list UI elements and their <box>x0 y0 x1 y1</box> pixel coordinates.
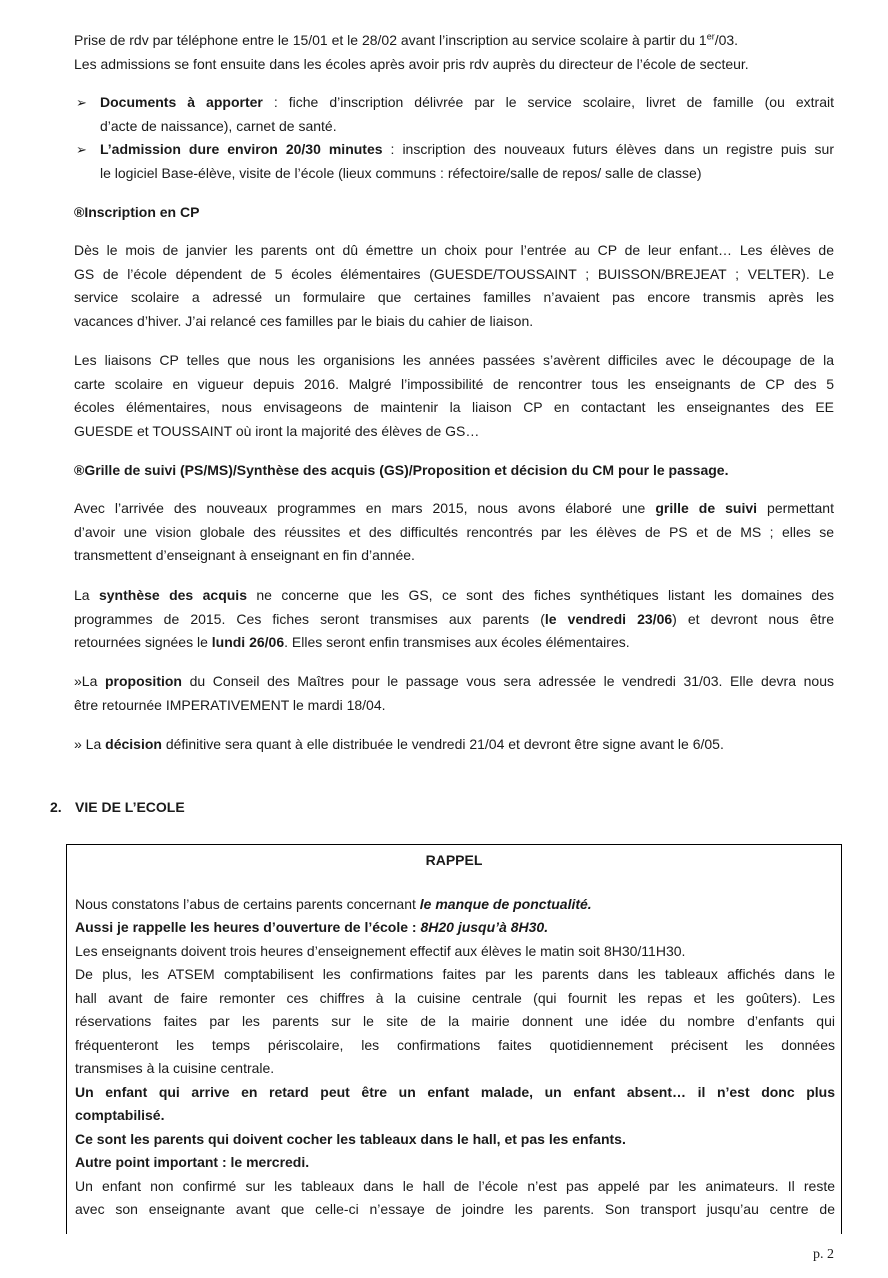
rappel-line: comptabilisé. <box>75 1107 165 1123</box>
rappel-line: hall avant de faire remonter ces chiffres à la cuisine centrale (qui fournit les repas et les goûters). Les <box>75 990 835 1006</box>
page-number: p. 2 <box>813 1247 834 1262</box>
rappel-line: Un enfant non confirmé sur les tableaux dans le hall de l’école n’est pas appelé par les animateurs. Il reste <box>75 1178 835 1194</box>
rappel-title: RAPPEL <box>425 852 483 868</box>
rappel-line: De plus, les ATSEM comptabilisent les confirmations faites par les parents dans les tableaux affichés dans le <box>75 966 835 982</box>
rappel-line: Ce sont les parents qui doivent cocher les tableaux dans le hall, et pas les enfants. <box>75 1131 626 1147</box>
rappel-line: transmises à la cuisine centrale. <box>75 1060 275 1076</box>
rappel-line: Nous constatons l’abus de certains parents concernant le manque de ponctualité. <box>75 896 592 912</box>
grille-paragraph-2: La synthèse des acquis ne concerne que les GS, ce sont des fiches synthétiques listant les domaines des programmes de 2015. Ces fiches seront transmises aux parents (le vendredi 23/06) et devront nous être retournées signées le lundi 26/06. Elles seront enfin transmises aux écoles élémentaires. <box>74 587 835 650</box>
rappel-line: Un enfant qui arrive en retard peut être un enfant malade, un enfant absent… il n’est donc plus <box>75 1084 835 1100</box>
rappel-line: Aussi je rappelle les heures d’ouverture de l’école : 8H20 jusqu’à 8H30. <box>75 919 549 935</box>
intro-paragraph <box>74 29 834 76</box>
bullet-admission: ➢ L’admission dure environ 20/30 minutes : inscription des nouveaux futurs élèves dans un registre puis sur le logiciel Base-élève, visite de l’école (lieux communs : réfectoire/salle de repos/ salle de classe) <box>74 138 834 185</box>
bullet-documents: ➢ Documents à apporter : fiche d’inscription délivrée par le service scolaire, livret de famille (ou extrait d’acte de naissance), carnet de santé. <box>74 91 834 138</box>
rappel-box <box>66 844 842 1234</box>
cp-paragraph-2: Les liaisons CP telles que nous les organisions les années passées s’avèrent difficiles avec le découpage de la carte scolaire en vigueur depuis 2016. Malgré l’impossibilité de rencontrer tous les enseignants de CP des 5 écoles élémentaires, nous envisageons de maintenir la liaison CP en contactant les enseignantes des EE GUESDE et TOUSSAINT où iront la majorité des élèves de GS… <box>74 352 834 439</box>
rappel-line: réservations faites par les parents sur le site de la mairie donnent une idée du nombre d’enfants qui <box>75 1013 835 1029</box>
grille-paragraph-1: Avec l’arrivée des nouveaux programmes en mars 2015, nous avons élaboré une grille de suivi permettant d’avoir une vision globale des réussites et des difficultés rencontrés par les élèves de PS et de MS ; elles se transmettent d’enseignant à enseignant en fin d’année. <box>74 500 834 563</box>
grille-paragraph-3: »La proposition du Conseil des Maîtres pour le passage vous sera adressée le vendredi 31/03. Elle devra nous être retournée IMPERATIVEMENT le mardi 18/04. <box>74 673 834 713</box>
grille-heading: ®Grille de suivi (PS/MS)/Synthèse des acquis (GS)/Proposition et décision du CM pour le passage. <box>74 462 729 478</box>
intro-line-2: Les admissions se font ensuite dans les écoles après avoir pris rdv auprès du directeur de l’école de secteur. <box>74 55 749 72</box>
rappel-line: Autre point important : le mercredi. <box>75 1154 310 1170</box>
arrow-bullet-icon: ➢ <box>76 142 87 157</box>
rappel-line: avec son enseignante avant que celle-ci n’essaye de joindre les parents. Son transport jusqu’au centre de <box>75 1201 835 1217</box>
cp-heading: ®Inscription en CP <box>74 204 200 220</box>
arrow-bullet-icon: ➢ <box>76 95 87 110</box>
section-2-title: 2. VIE DE L’ECOLE <box>50 799 185 815</box>
rappel-line: fréquenteront les temps périscolaire, les confirmations faites quotidiennement précisent les données <box>75 1037 835 1053</box>
cp-paragraph-1: Dès le mois de janvier les parents ont dû émettre un choix pour l’entrée au CP de leur enfant… Les élèves de GS de l’école dépendent de 5 écoles élémentaires (GUESDE/TOUSSAINT ; BUISSON/BREJEAT ; VELTER). Le service scolaire a adressé un formulaire que certaines familles n’avaient pas encore transmis après les vacances d’hiver. J’ai relancé ces familles par le biais du cahier de liaison. <box>74 242 834 329</box>
grille-paragraph-4: » La décision définitive sera quant à elle distribuée le vendredi 21/04 et devront être signe avant le 6/05. <box>74 736 724 752</box>
intro-line-1: Prise de rdv par téléphone entre le 15/01 et le 28/02 avant l’inscription au service scolaire à partir du 1er/03. <box>74 31 739 48</box>
rappel-line: Les enseignants doivent trois heures d’enseignement effectif aux élèves le matin soit 8H30/11H30. <box>75 943 686 959</box>
